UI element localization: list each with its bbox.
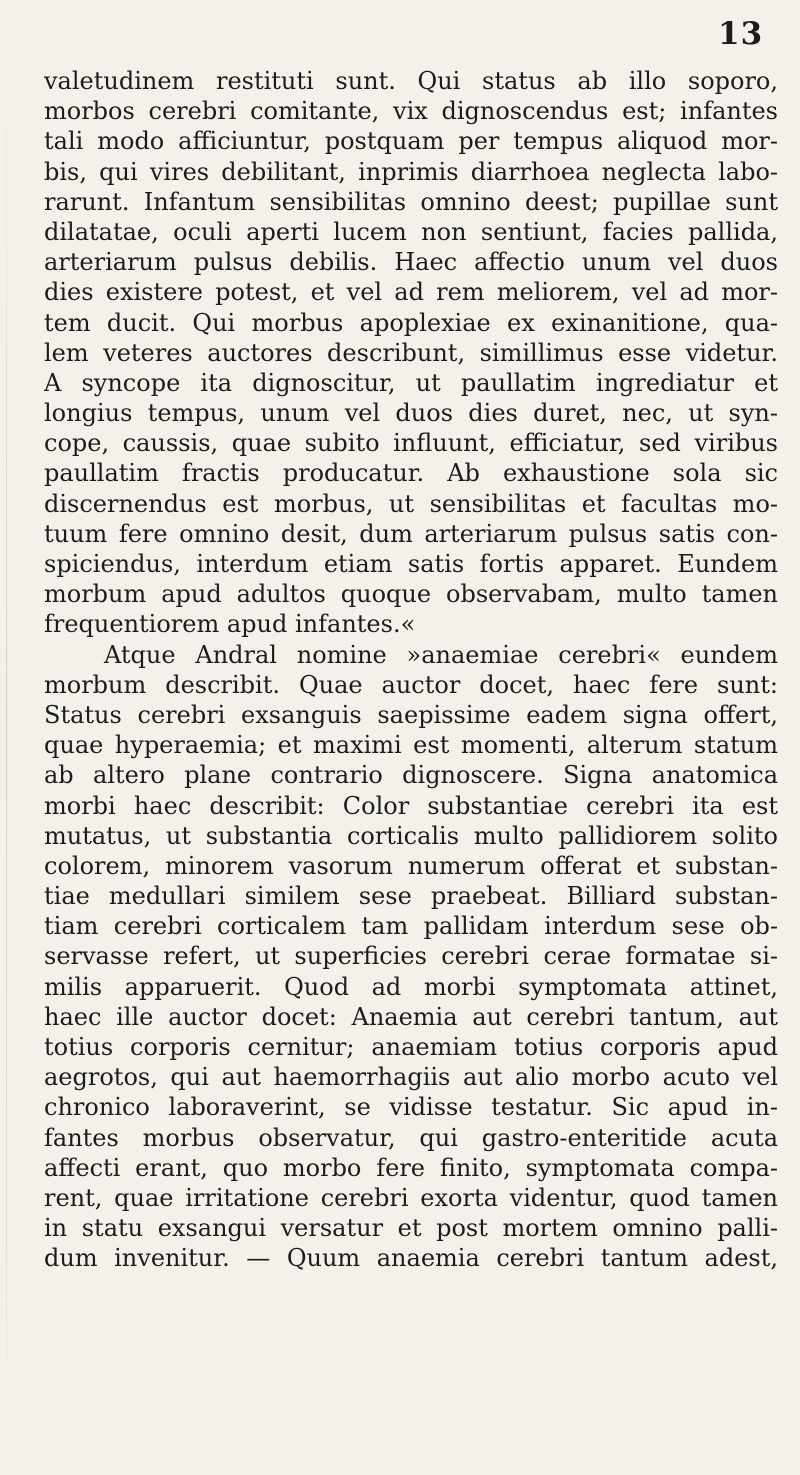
text-line: tiam cerebri corticalem tam pallidam interdum sese ob- [44,912,778,941]
text-line: milis apparuerit. Quod ad morbi symptomata attinet, [44,972,778,1001]
text-line: morbum describit. Quae auctor docet, haec fere sunt: [44,670,778,699]
text-line: tali modo afficiuntur, postquam per tempus aliquod mor- [44,127,778,156]
text-line: aegrotos, qui aut haemorrhagiis aut alio morbo acuto vel [44,1063,778,1092]
page-number: 13 [718,16,764,52]
text-line: rent, quae irritatione cerebri exorta videntur, quod tamen [44,1183,778,1212]
text-line: quae hyperaemia; et maximi est momenti, alterum statum [44,731,778,760]
text-line: chronico laboraverint, se vidisse testatur. Sic apud in- [44,1093,778,1122]
text-line: totius corporis cernitur; anaemiam totius corporis apud [44,1033,778,1061]
text-line: tuum fere omnino desit, dum arteriarum pulsus satis con- [44,519,778,548]
text-line: morbos cerebri comitante, vix dignoscendus est; infantes [44,97,778,126]
text-line: tem ducit. Qui morbus apoplexiae ex exinanitione, qua- [44,308,778,337]
text-line: rarunt. Infantum sensibilitas omnino deest; pupillae sunt [44,187,778,216]
paragraph-end-line: frequentiorem apud infantes.« [44,610,416,639]
text-line: haec ille auctor docet: Anaemia aut cerebri tantum, aut [44,1002,778,1031]
text-line: fantes morbus observatur, qui gastro-enteritide acuta [44,1123,778,1152]
text-line: morbum apud adultos quoque observabam, multo tamen [44,580,778,609]
text-line: ab altero plane contrario dignoscere. Signa anatomica [44,761,778,790]
text-line: longius tempus, unum vel duos dies duret, nec, ut syn- [44,399,778,428]
binding-edge [6,60,7,1360]
text-line: valetudinem restituti sunt. Qui status ab illo soporo, [44,67,778,95]
text-line: morbi haec describit: Color substantiae cerebri ita est [44,791,778,820]
text-line: A syncope ita dignoscitur, ut paullatim ingrediatur et [44,368,778,397]
text-line: spiciendus, interdum etiam satis fortis apparet. Eundem [44,550,778,578]
text-line: bis, qui vires debilitant, inprimis diarrhoea neglecta labo- [44,157,778,186]
text-line: tiae medullari similem sese praebeat. Billiard substan- [44,882,778,911]
body-text [44,66,778,1274]
text-line: lem veteres auctores describunt, simillimus esse videtur. [44,338,778,367]
text-line: dies existere potest, et vel ad rem meliorem, vel ad mor- [44,278,778,307]
text-line: affecti erant, quo morbo fere finito, symptomata compa- [44,1153,778,1182]
text-line: discernendus est morbus, ut sensibilitas et facultas mo- [44,489,778,518]
text-line: servasse refert, ut superficies cerebri cerae formatae si- [44,942,778,971]
text-line: colorem, minorem vasorum numerum offerat et substan- [44,851,778,880]
text-line: cope, caussis, quae subito influunt, efficiatur, sed viribus [44,429,778,458]
text-line: paullatim fractis producatur. Ab exhaustione sola sic [44,459,778,488]
text-line: mutatus, ut substantia corticalis multo pallidiorem solito [44,821,778,850]
text-line: dilatatae, oculi aperti lucem non sentiunt, facies pallida, [44,217,778,246]
text-line: dum invenitur. — Quum anaemia cerebri tantum adest, [44,1244,778,1273]
text-line: arteriarum pulsus debilis. Haec affectio unum vel duos [44,248,778,277]
text-line: Status cerebri exsanguis saepissime eadem signa offert, [44,700,778,729]
text-line: in statu exsangui versatur et post mortem omnino palli- [44,1214,778,1243]
paragraph-start-line: Atque Andral nomine »anaemiae cerebri« eundem [104,640,778,669]
